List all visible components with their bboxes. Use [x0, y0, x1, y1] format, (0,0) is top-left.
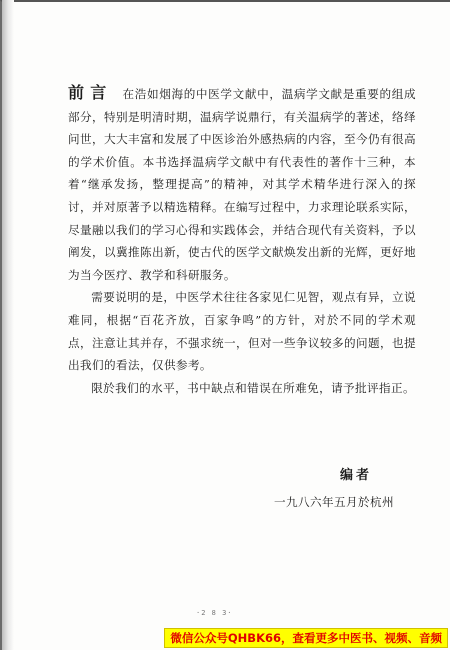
preface-body	[68, 82, 416, 399]
date-place: 一九八六年五月於杭州	[274, 495, 394, 509]
signature-block	[274, 464, 394, 510]
preface-paragraph-3: 限於我们的水平，书中缺点和错误在所难免，请予批评指正。	[91, 380, 416, 395]
preface-paragraph-1-text: 在浩如烟海的中医学文献中，温病学文献是重要的组成部分，特别是明清时期，温病学说鼎行，有关温病学的著述，络绎问世，大大丰富和发展了中医诊治外感热病的内容，至今仍有很高的学术价值。本书选择温病学文献中有代表性的著作十三种，本着“继承发扬，整理提高”的精神，对其学术精华进行深入的探讨，并对原著予以精选精释。在编写过程中，力求理论联系实际，尽量融以我们的学习心得和实践体会，并结合现代有关资料，予以阐发，以冀推陈出新，使古代的医学文献焕发出新的光辉，更好地为当今医疗、教学和科研服务。	[68, 87, 416, 282]
preface-title: 前言	[68, 83, 113, 102]
editor-signature: 编者	[339, 468, 372, 483]
page-number-mark: ·2 8 3·	[196, 609, 233, 617]
preface-paragraph-2: 需要说明的是，中医学术往往各家见仁见智，观点有异，立说难同，根据“百花齐放，百家争鸣”的方针，对於不同的学术观点，注意让其并存，不强求统一，但对一些争议较多的问题，也提出我们的看法，仅供参考。	[68, 290, 416, 373]
watermark-banner	[164, 628, 448, 648]
scan-edge-shadow	[2, 0, 14, 650]
watermark-text: 微信公众号QHBK66，查看更多中医书、视频、音频	[170, 631, 442, 645]
preface-paragraph-1	[68, 82, 416, 286]
